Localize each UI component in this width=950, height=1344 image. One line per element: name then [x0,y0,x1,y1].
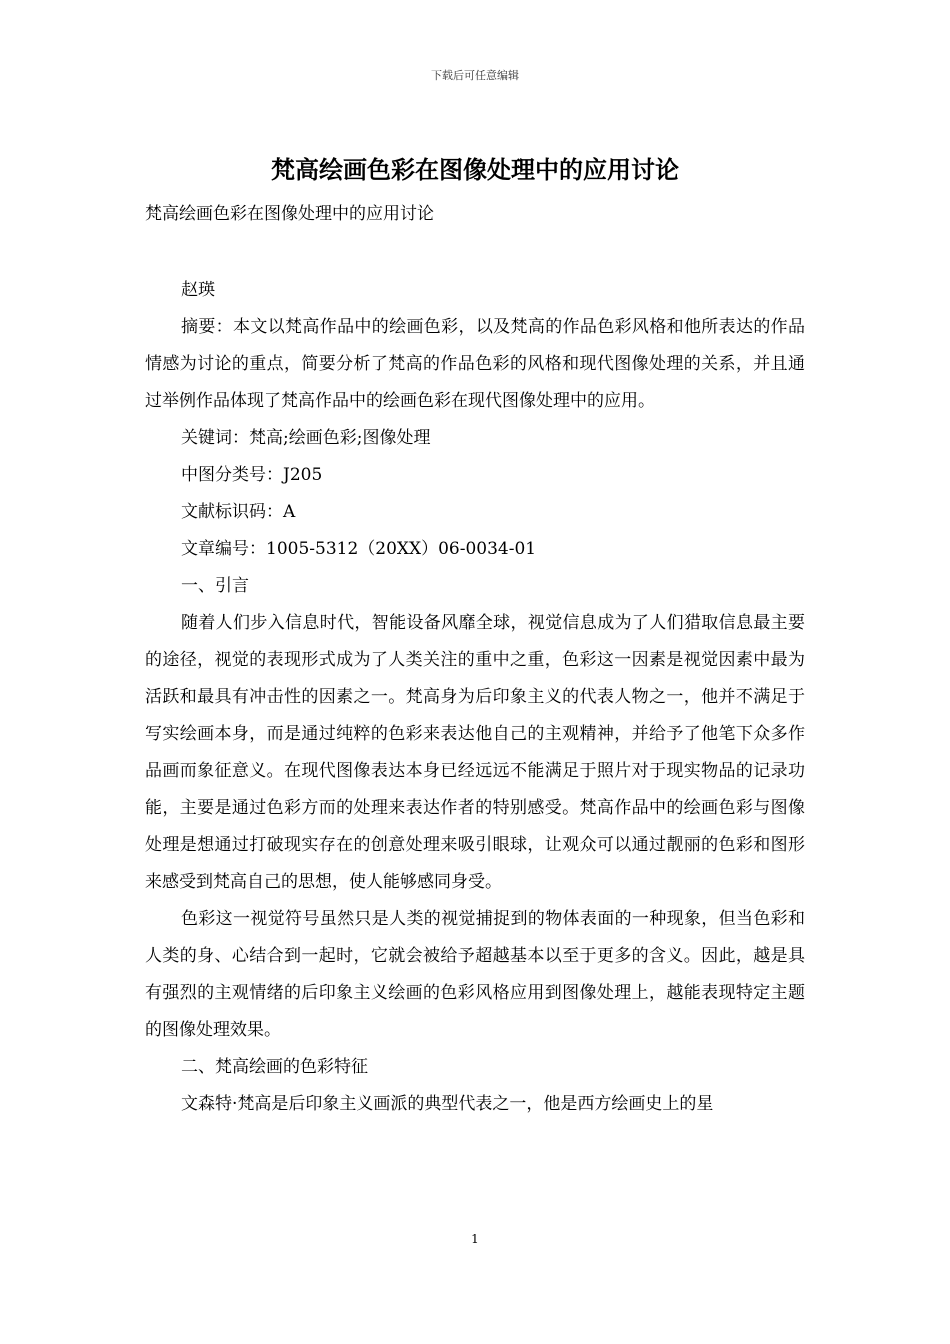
section-heading-color-features: 二、梵高绘画的色彩特征 [181,1057,368,1077]
document-subtitle: 梵高绘画色彩在图像处理中的应用讨论 [145,204,434,224]
clc-number-line: 中图分类号：J205 [181,465,323,485]
abstract-paragraph: 摘要：本文以梵高作品中的绘画色彩，以及梵高的作品色彩风格和他所表达的作品情感为讨论的重点，简要分析了梵高的作品色彩的风格和现代图像处理的关系，并且通过举例作品体现了梵高作品中的绘画色彩在现代图像处理中的应用。 [145,317,805,411]
header-note: 下载后可任意编辑 [431,69,519,82]
document-body [145,272,805,1123]
article-number-line: 文章编号：1005-5312（20XX）06-0034-01 [181,539,537,559]
doc-code-line: 文献标识码：A [181,502,296,522]
author-line: 赵瑛 [181,280,215,300]
intro-paragraph-2: 色彩这一视觉符号虽然只是人类的视觉捕捉到的物体表面的一种现象，但当色彩和人类的身、心结合到一起时，它就会被给予超越基本以至于更多的含义。因此，越是具有强烈的主观情绪的后印象主义绘画的色彩风格应用到图像处理上，越能表现特定主题的图像处理效果。 [145,909,805,1040]
keywords-line: 关键词：梵高;绘画色彩;图像处理 [181,428,431,448]
section-heading-introduction: 一、引言 [181,576,249,596]
page-number: 1 [471,1232,479,1246]
color-features-paragraph-1: 文森特·梵高是后印象主义画派的典型代表之一，他是西方绘画史上的星 [181,1094,714,1114]
intro-paragraph-1: 随着人们步入信息时代，智能设备风靡全球，视觉信息成为了人们猎取信息最主要的途径，视觉的表现形式成为了人类关注的重中之重，色彩这一因素是视觉因素中最为活跃和最具有冲击性的因素之一。梵高身为后印象主义的代表人物之一，他并不满足于写实绘画本身，而是通过纯粹的色彩来表达他自己的主观精神，并给予了他笔下众多作品画而象征意义。在现代图像表达本身已经远远不能满足于照片对于现实物品的记录功能，主要是通过色彩方而的处理来表达作者的特别感受。梵高作品中的绘画色彩与图像处理是想通过打破现实存在的创意处理来吸引眼球，让观众可以通过靓丽的色彩和图形来感受到梵高自己的思想，使人能够感同身受。 [145,613,805,892]
document-title: 梵高绘画色彩在图像处理中的应用讨论 [271,156,679,184]
